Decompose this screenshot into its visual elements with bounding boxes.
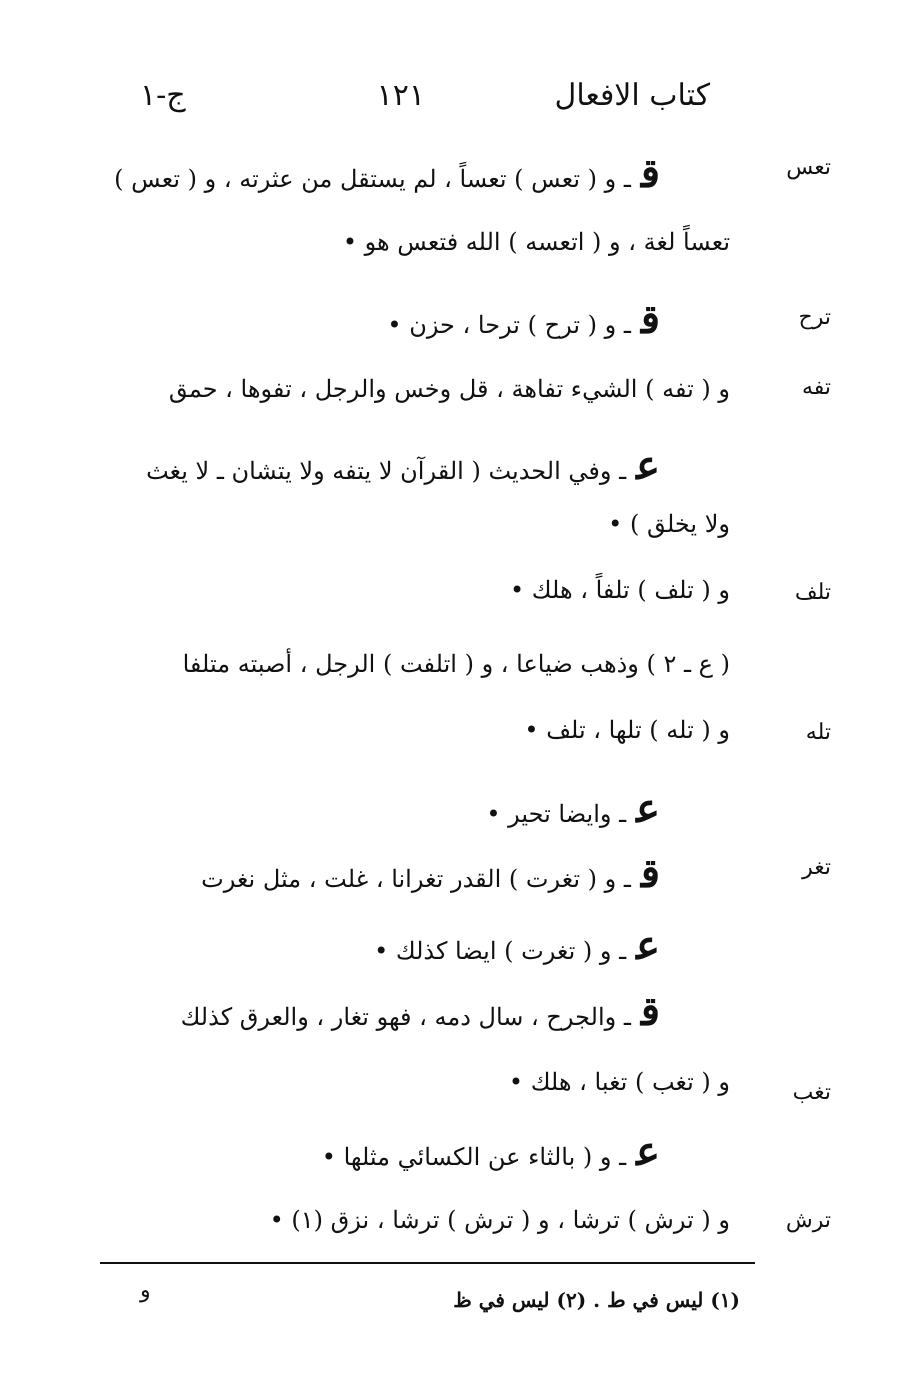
entry-text: ـ و ( تغرت ) القدر تغرانا ، غلت ، مثل نغرت <box>201 865 631 893</box>
entry-line <box>110 988 660 1036</box>
entry-text: ـ والجرح ، سال دمه ، فهو تغار ، والعرق كذلك <box>180 1003 631 1031</box>
entry-text: تعساً لغة ، و ( اتعسه ) الله فتعس هو • <box>342 228 730 256</box>
entry-line <box>110 1206 730 1235</box>
entry-text: و ( تلف ) تلفاً ، هلك • <box>510 576 730 604</box>
headword: تله <box>805 720 831 745</box>
entry-line <box>110 510 730 539</box>
entry-text: ـ وايضا تحير • <box>486 800 627 828</box>
entry-line <box>110 150 660 198</box>
headword: ترش <box>785 1208 831 1233</box>
entry-line <box>110 375 730 404</box>
entry-text: و ( تله ) تلها ، تلف • <box>524 716 730 744</box>
entry-text: ـ و ( بالثاء عن الكسائي مثلها • <box>321 1143 627 1171</box>
entry-line <box>110 442 660 490</box>
headword: تفه <box>801 375 831 400</box>
book-title: كتاب الافعال <box>554 78 710 113</box>
entry-line <box>110 716 730 745</box>
source-marker: ع <box>636 1128 660 1175</box>
headword: تلف <box>794 580 831 605</box>
source-marker: ق <box>640 850 660 897</box>
source-marker: ع <box>636 442 660 489</box>
entry-line <box>110 228 730 257</box>
headword: تعس <box>786 155 831 180</box>
catchword: و <box>140 1278 151 1303</box>
entry-text: ـ و ( ترح ) ترحا ، حزن • <box>387 311 631 339</box>
volume-label: ج-١ <box>140 78 186 113</box>
headword: ترح <box>798 305 831 330</box>
entry-text: ولا يخلق ) • <box>608 510 730 538</box>
entry-text: و ( تغب ) تغبا ، هلك • <box>508 1068 730 1096</box>
source-marker: ق <box>640 296 660 343</box>
entry-line <box>110 850 660 898</box>
entry-line <box>110 1068 730 1097</box>
entry-line <box>110 922 660 970</box>
page-number: ١٢١ <box>376 78 425 113</box>
footnote: (١) ليس في ط . (٢) ليس في ظ <box>453 1288 740 1312</box>
entry-line <box>110 650 730 679</box>
footnote-divider <box>100 1262 755 1264</box>
source-marker: ق <box>640 150 660 197</box>
entry-text: ( ع ـ ٢ ) وذهب ضياعا ، و ( اتلفت ) الرجل ، أصبته متلفا <box>182 650 730 678</box>
entry-text: و ( ترش ) ترشا ، و ( ترش ) ترشا ، نزق (١) • <box>269 1206 730 1234</box>
entry-line <box>110 1128 660 1176</box>
entry-line <box>110 785 660 833</box>
entry-text: ـ و ( تعس ) تعساً ، لم يستقل من عثرته ، و ( تعس ) <box>114 165 631 193</box>
page-header <box>110 78 710 128</box>
source-marker: ع <box>636 922 660 969</box>
entry-line <box>110 576 730 605</box>
headword: تغر <box>802 855 831 880</box>
source-marker: ع <box>636 785 660 832</box>
source-marker: ق <box>640 988 660 1035</box>
entry-text: ـ و ( تغرت ) ايضا كذلك • <box>374 937 627 965</box>
entry-line <box>110 296 660 344</box>
headword: تغب <box>792 1080 831 1105</box>
entry-text: و ( تفه ) الشيء تفاهة ، قل وخس والرجل ، تفوها ، حمق <box>168 375 730 403</box>
entry-text: ـ وفي الحديث ( القرآن لا يتفه ولا يتشان ـ لا يغث <box>146 457 627 485</box>
